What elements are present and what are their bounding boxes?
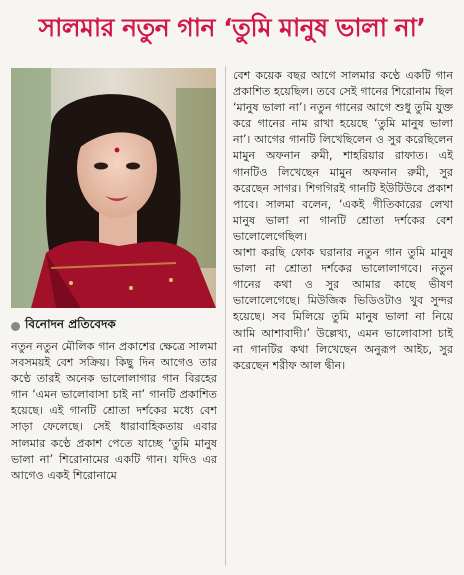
left-paragraph: নতুন নতুন মৌলিক গান প্রকাশের ক্ষেত্রে সালমা সবসময়ই বেশ সক্রিয়। কিছু দিন আগেও তার কণ্ঠে তারই অনেক ভালোলাগার গান বিরহের গান ‘এমন ভালোবাসা চাই না’ গানটি প্রকাশিত হয়েছে। এই গানটি শ্রোতা দর্শকের মধ্যে বেশ সাড়া ফেলেছে। সেই ধারাবাহিকতায় এবার সালমার কণ্ঠে প্রকাশ পেতে যাচ্ছে ‘তুমি মানুষ ভালা না’ শিরোনামের একটি গান। যদিও এর আগেও একই শিরোনামে — [11, 340, 217, 482]
right-paragraph-1: বেশ কয়েক বছর আগে সালমার কণ্ঠে একটি গান প্রকাশিত হয়েছিল। তবে সেই গানের শিরোনাম ছিল ‘মানুষ ভালা না’। নতুন গানের আগে শুধু তুমি যুক্ত করে গানের নাম রাখা হয়েছে ‘তুমি মানুষ ভালা না’। আগের গানটি লিখেছিলেন ও সুর করেছিলেন মামুন অফনান রুমী, শাহরিয়ার রাফাত। এই গানটিও লিখেছেন মামুন অফনান রুমী, সুর করেছেন সাগর। শিগগিরই গানটি ইউটিউবে প্রকাশ পাবে। সালমা বলেন, ‘একই গীতিকারের লেখা মানুষ ভালা না গানটি শ্রোতা দর্শকের বেশ ভালোলেগেছিল। — [233, 69, 453, 243]
column-divider — [225, 66, 226, 566]
byline-text: বিনোদন প্রতিবেদক — [25, 317, 116, 331]
article-headline: সালমার নতুন গান ‘তুমি মানুষ ভালা না’ — [38, 12, 426, 42]
left-column — [11, 339, 217, 484]
article-photo — [11, 68, 216, 308]
byline — [11, 317, 216, 335]
right-paragraph-2: আশা করছি ফোক ঘরানার নতুন গান তুমি মানুষ ভালা না শ্রোতা দর্শকের ভালোলাগবে। নতুন গানের কথা ও সুর আমার কাছে ভীষণ ভালোলেগেছে। মিউজিক ভিডিওটাও খুব সুন্দর হয়েছে। সব মিলিয়ে তুমি মানুষ ভালা না নিয়ে আমি আশাবাদী।’ উল্লেখ্য, এমন ভালোবাসা চাই না গানটির কথা লিখেছেন অনুরূপ আইচ, সুর করেছেন শরীফ আল দ্বীন। — [233, 246, 453, 372]
portrait-image — [11, 68, 216, 308]
bullet-icon — [11, 322, 20, 331]
right-column — [233, 68, 453, 374]
